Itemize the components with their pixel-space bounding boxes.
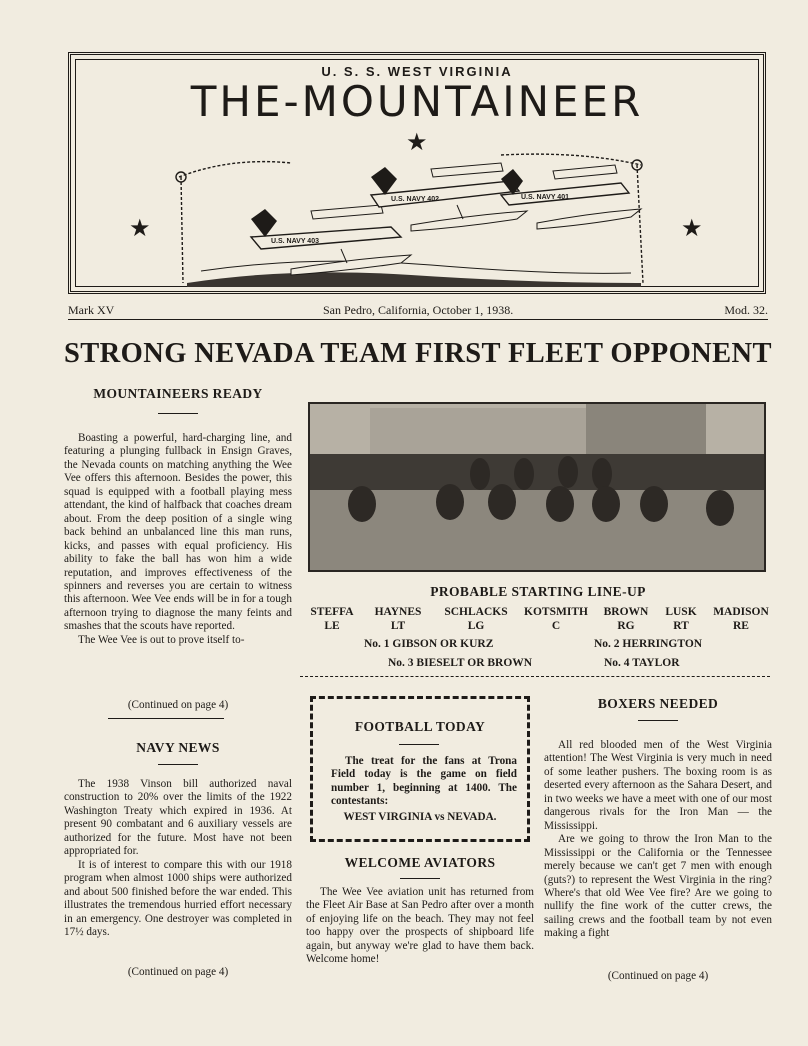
player-position: LE xyxy=(324,620,340,632)
divider xyxy=(158,764,198,765)
player-position: RE xyxy=(733,620,749,632)
welcome-aviators-article xyxy=(306,886,534,967)
dateline xyxy=(68,299,768,320)
article-paragraph: Boasting a powerful, hard-charging line, and featuring a plunging fullback in Ensign Graves, the Nevada counts on matching anything the Wee Vee offers this afternoon. Besides the power, this squad is equipped with a football playing mess attendant, the kind of halfback that coaches dream about. From the deep position of a single wing back behind an unbalanced line this man runs, kicks, and passes with equal proficiency. His ability to fake the ball has won him a wide reputation, and improves effectiveness of the spinners and reverses you are certain to witness this afternoon. Wee Vee ends will be in for a tough afternoon trying to diagnose the many feints and smashes that the scouts have reported. xyxy=(64,432,292,633)
seaplanes-illustration xyxy=(171,147,671,291)
continued-note: (Continued on page 4) xyxy=(607,970,709,982)
welcome-aviators-heading: WELCOME AVIATORS xyxy=(344,855,496,870)
back-entry: No. 1 GIBSON OR KURZ xyxy=(364,638,494,650)
divider xyxy=(400,878,440,879)
article-paragraph: All red blooded men of the West Virginia attention! The West Virginia is very much in need of some leather pushers. The boxing room is as deserted every afternoon as the Sahara Desert, and in two weeks we have a meet with one of our most dangerous rivals for the Iron Man — the Mississippi. xyxy=(544,739,772,832)
boxers-article xyxy=(544,739,772,941)
article-paragraph: The Wee Vee aviation unit has returned from the Fleet Air Base at San Pedro after over a month of enjoying life on the beach. They may not feel too happy over the prospects of shipboard life again, but anyway we're glad to have them back. Welcome home! xyxy=(306,886,534,966)
continued-note: (Continued on page 4) xyxy=(127,699,229,711)
player-position: RT xyxy=(673,620,689,632)
divider xyxy=(300,676,770,681)
star-icon: ★ xyxy=(129,216,151,242)
mountaineers-heading: MOUNTAINEERS READY xyxy=(93,386,263,401)
player-name: STEFFA xyxy=(310,606,354,618)
article-paragraph: The Wee Vee is out to prove itself to- xyxy=(78,633,245,646)
lineup-names xyxy=(300,606,776,621)
seaplane-403 xyxy=(251,205,411,275)
article-paragraph: The treat for the fans at Trona Field today is the game on field number 1, beginning at 1400. The contestants: xyxy=(331,755,517,808)
issue-mod: Mod. 32. xyxy=(724,303,768,317)
navy-news-heading: NAVY NEWS xyxy=(136,740,220,755)
plane-marking: U.S. NAVY 403 xyxy=(271,238,319,245)
player-position: LT xyxy=(390,620,406,632)
publication-date: San Pedro, California, October 1, 1938. xyxy=(323,303,514,317)
plane-marking: U.S. NAVY 401 xyxy=(521,194,569,201)
player-position: C xyxy=(551,620,561,632)
player-position: LG xyxy=(467,620,485,632)
mountaineers-article xyxy=(64,432,292,647)
football-team-photo xyxy=(310,404,764,570)
ship-name: U. S. S. WEST VIRGINIA xyxy=(321,64,513,79)
boxers-heading: BOXERS NEEDED xyxy=(597,696,719,711)
article-paragraph: Are we going to throw the Iron Man to the Mississippi or the California or the Tennessee merely because we can't get 7 men with enough (guts?) to represent the West Virginia in the ring? Where's that old Wee Vee fire? Are we going to nullify the fine work of the cutter crews, the sailing crews and the football team by not even making a fight xyxy=(544,833,772,940)
divider xyxy=(399,744,439,745)
matchup: WEST VIRGINIA vs NEVADA. xyxy=(343,811,497,823)
back-entry: No. 2 HERRINGTON xyxy=(594,638,703,650)
player-name: HAYNES xyxy=(374,606,422,618)
article-paragraph: The 1938 Vinson bill authorized naval construction to 20% over the limits of the 1922 Washington Treaty which expired in 1936. At present 90 combatant and 6 auxiliary vessels are authorized for the future. Most have not been appropriated for. xyxy=(64,778,292,858)
lineup-positions xyxy=(300,620,776,635)
player-name: KOTSMITH xyxy=(524,606,588,618)
divider xyxy=(158,413,198,414)
main-headline: STRONG NEVADA TEAM FIRST FLEET OPPONENT xyxy=(64,338,772,369)
back-entry: No. 4 TAYLOR xyxy=(604,657,680,669)
issue-mark: Mark XV xyxy=(68,303,115,317)
seaplane-401 xyxy=(501,165,641,229)
player-name: MADISON xyxy=(713,606,769,618)
lineup-backs xyxy=(300,638,776,678)
plane-marking: U.S. NAVY 402 xyxy=(391,196,439,203)
player-name: BROWN xyxy=(603,606,649,618)
newspaper-title: THE-MOUNTAINEER xyxy=(190,77,644,126)
football-today-heading: FOOTBALL TODAY xyxy=(354,719,486,734)
divider xyxy=(638,720,678,721)
player-name: LUSK xyxy=(665,606,697,618)
divider xyxy=(108,718,224,719)
football-today-box xyxy=(310,696,530,842)
football-today-text xyxy=(331,755,517,809)
article-paragraph: It is of interest to compare this with our 1918 program when almost 1000 ships were authorized and about 500 finished before the war ended. This illustrates the tremendous hurried effort necessary in an emergency. One destroyer was completed in 17½ days. xyxy=(64,858,292,938)
star-icon: ★ xyxy=(681,216,703,242)
masthead xyxy=(68,52,766,294)
back-entry: No. 3 BIESELT OR BROWN xyxy=(388,657,533,669)
player-position: RG xyxy=(617,620,635,632)
team-photo xyxy=(308,402,766,572)
player-name: SCHLACKS xyxy=(444,606,508,618)
navy-news-article xyxy=(64,778,292,939)
lineup-heading: PROBABLE STARTING LINE-UP xyxy=(430,584,646,599)
continued-note: (Continued on page 4) xyxy=(127,966,229,978)
star-icon: ★ xyxy=(406,130,428,156)
